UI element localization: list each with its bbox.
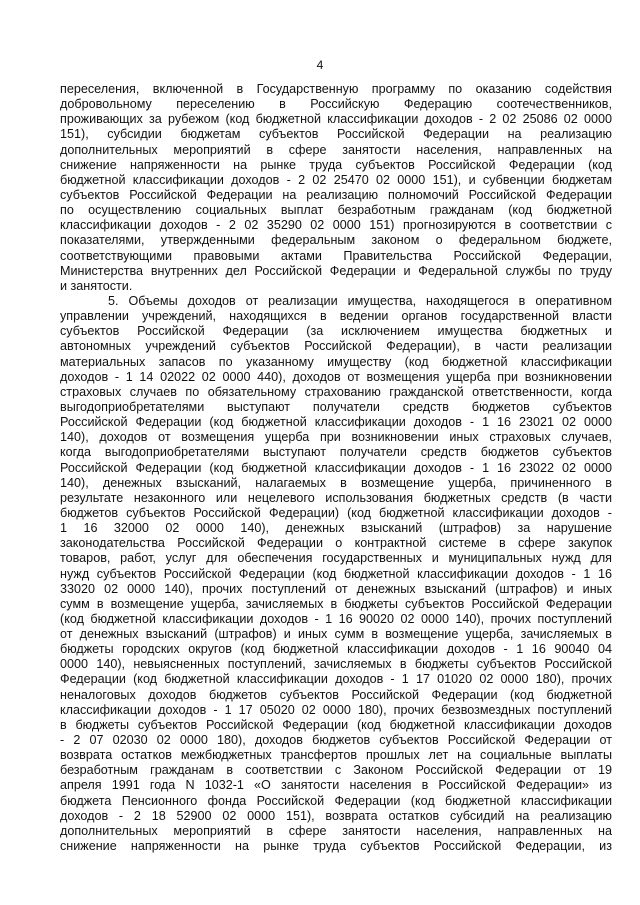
text-line: в бюджеты субъектов Российской Федерации (код бюджетной классификации доходов [60,717,612,732]
text-line: товаров, работ, услуг для обеспечения государственных и муниципальных нужд для [60,551,612,566]
text-line: бюджетной классификации доходов - 2 02 25470 02 0000 151), и субвенции бюджетам [60,172,612,187]
text-line: классификации доходов - 2 02 35290 02 0000 151) прогнозируются в соответствии с [60,218,612,233]
text-line: неналоговых доходов бюджетов субъектов Российской Федерации (код бюджетной [60,687,612,702]
text-line: безработным гражданам в соответствии с Законом Российской Федерации от 19 [60,763,612,778]
text-line: возврата остатков межбюджетных трансфертов прошлых лет на социальные выплаты [60,748,612,763]
text-line: 140), доходов от возмещения ущерба при возникновении иных страховых случаев, [60,430,612,445]
text-line: Министерства внутренних дел Российской Федерации и Федеральной службы по труду [60,263,612,278]
text-line: субъектов Российской Федерации на реализацию полномочий Российской Федерации [60,187,612,202]
text-line: снижение напряженности на рынке труда субъектов Российской Федерации (код [60,157,612,172]
text-line: автономных учреждений субъектов Российской Федерации), в части реализации [60,339,612,354]
text-line: 0000 140), невыясненных поступлений, зачисляемых в бюджеты субъектов Российской [60,657,612,672]
text-line: дополнительных мероприятий в сфере занятости населения, направленных на [60,823,612,838]
text-line: 140), денежных взысканий, налагаемых в возмещение ущерба, причиненного в [60,475,612,490]
text-line: снижение напряженности на рынке труда субъектов Российской Федерации, из [60,839,612,854]
text-line: по осуществлению социальных выплат безработным гражданам (код бюджетной [60,203,612,218]
text-line: добровольному переселению в Российскую Федерацию соотечественников, [60,97,612,112]
text-line: Российской Федерации (код бюджетной классификации доходов - 1 16 23021 02 0000 [60,415,612,430]
page-number: 4 [316,58,324,72]
text-line: (код бюджетной классификации доходов - 1 16 90020 02 0000 140), прочих поступлений [60,611,612,626]
text-line: 1 16 32000 02 0000 140), денежных взысканий (штрафов) за нарушение [60,521,612,536]
text-line: бюджетов субъектов Российской Федерации) (код бюджетной классификации доходов - [60,505,612,520]
text-line: когда выгодоприобретателями выступают получатели средств бюджетов субъектов [60,445,612,460]
text-line: и занятости. [60,278,133,293]
body-text [60,82,612,854]
text-line: 33020 02 0000 140), прочих поступлений от денежных взысканий (штрафов) и иных [60,581,612,596]
text-line: страховых случаев по обязательному страхованию гражданской ответственности, когда [60,384,612,399]
text-line: дополнительных мероприятий в сфере занятости населения, направленных на [60,142,612,157]
text-line: выгодоприобретателями выступают получатели средств бюджетов субъектов [60,399,612,414]
text-line: нужд субъектов Российской Федерации (код бюджетной классификации доходов - 1 16 [60,566,612,581]
text-line: от денежных взысканий (штрафов) и иных сумм в возмещение ущерба, зачисляемых в [60,627,612,642]
text-line: Федерации (код бюджетной классификации доходов - 1 17 01020 02 0000 180), прочих [60,672,612,687]
text-line: 151), субсидии бюджетам субъектов Российской Федерации на реализацию [60,127,612,142]
text-line: бюджеты городских округов (код бюджетной классификации доходов - 1 16 90040 04 [60,642,612,657]
text-line: сумм в возмещение ущерба, зачисляемых в бюджеты субъектов Российской Федерации [60,596,612,611]
text-line: соответствующими правовыми актами Правительства Российской Федерации, [60,248,612,263]
text-line: результате незаконного или нецелевого использования бюджетных средств (в части [60,490,612,505]
text-line: законодательства Российской Федерации о контрактной системе в сфере закупок [60,536,612,551]
text-line: доходов - 2 18 52900 02 0000 151), возврата остатков субсидий на реализацию [60,808,612,823]
text-line: апреля 1991 года N 1032-1 «О занятости населения в Российской Федерации» из [60,778,612,793]
text-line: бюджета Пенсионного фонда Российской Федерации (код бюджетной классификации [60,793,612,808]
text-line: субъектов Российской Федерации (за исключением имущества бюджетных и [60,324,612,339]
text-line: Российской Федерации (код бюджетной классификации доходов - 1 16 23022 02 0000 [60,460,612,475]
text-line: управлении учреждений, находящихся в ведении органов государственной власти [60,309,612,324]
text-line: проживающих за рубежом (код бюджетной классификации доходов - 2 02 25086 02 0000 [60,112,612,127]
text-line: 5. Объемы доходов от реализации имущества, находящегося в оперативном [108,293,612,308]
text-line: показателями, утвержденными федеральным законом о федеральном бюджете, [60,233,612,248]
text-line: материальных запасов по указанному имуществу (код бюджетной классификации [60,354,612,369]
text-line: классификации доходов - 1 17 05020 02 0000 180), прочих безвозмездных поступлений [60,702,612,717]
text-line: доходов - 1 14 02022 02 0000 440), доходов от возмещения ущерба при возникновении [60,369,612,384]
text-line: переселения, включенной в Государственную программу по оказанию содействия [60,82,612,96]
text-line: - 2 07 02030 02 0000 180), доходов бюджетов субъектов Российской Федерации от [60,733,612,748]
